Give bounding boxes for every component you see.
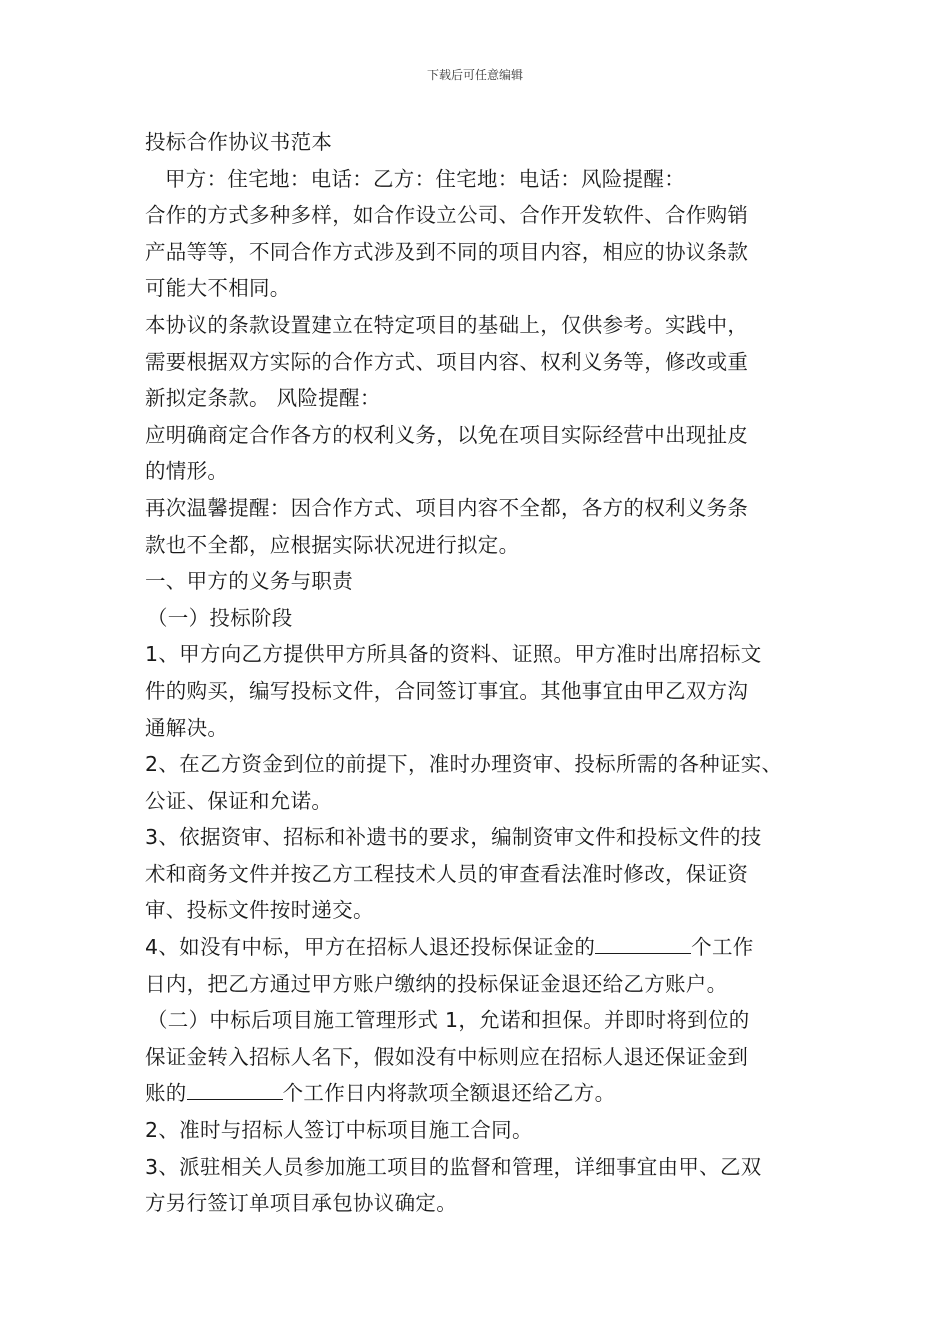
fill-in-blank [595, 935, 691, 954]
paragraph-line: 应明确商定合作各方的权利义务，以免在项目实际经营中出现扯皮 [145, 422, 749, 447]
clause-text: 4、如没有中标，甲方在招标人退还投标保证金的 [145, 935, 596, 960]
page-header: 下载后可任意编辑 [426, 68, 523, 82]
paragraph-line: 产品等等，不同合作方式涉及到不同的项目内容，相应的协议条款 [145, 239, 749, 264]
clause-line: 术和商务文件并按乙方工程技术人员的审查看法准时修改，保证资 [145, 861, 749, 886]
parties-line: 甲方：住宅地：电话：乙方：住宅地：电话：风险提醒： [165, 166, 685, 191]
clause-line: 日内，把乙方通过甲方账户缴纳的投标保证金退还给乙方账户。 [145, 971, 728, 996]
clause-line: 3、派驻相关人员参加施工项目的监督和管理，详细事宜由甲、乙双 [145, 1154, 762, 1179]
clause-line: 公证、保证和允诺。 [145, 788, 333, 813]
paragraph-line: 的情形。 [145, 459, 229, 484]
clause-line: 保证金转入招标人名下，假如没有中标则应在招标人退还保证金到 [145, 1044, 749, 1069]
clause-line: 审、投标文件按时递交。 [145, 898, 374, 923]
clause-line: 件的购买，编写投标文件，合同签订事宜。其他事宜由甲乙双方沟 [145, 678, 749, 703]
section-heading: 一、甲方的义务与职责 [145, 569, 353, 594]
clause-line: 1、甲方向乙方提供甲方所具备的资料、证照。甲方准时出席招标文 [145, 642, 762, 667]
clause-text: 个工作日内将款项全额退还给乙方。 [282, 1081, 616, 1106]
subsection-heading: （一）投标阶段 [147, 605, 293, 630]
paragraph-line: 可能大不相同。 [145, 276, 291, 301]
clause-line: 3、依据资审、招标和补遗书的要求，编制资审文件和投标文件的技 [145, 825, 762, 850]
paragraph-line: 本协议的条款设置建立在特定项目的基础上，仅供参考。实践中， [145, 312, 749, 337]
clause-line: 2、准时与招标人签订中标项目施工合同。 [145, 1118, 533, 1143]
paragraph-line: 款也不全都，应根据实际状况进行拟定。 [145, 532, 520, 557]
paragraph-line: 再次温馨提醒：因合作方式、项目内容不全都，各方的权利义务条 [145, 495, 749, 520]
paragraph-line: 新拟定条款。 风险提醒： [145, 386, 381, 411]
clause-line: 方另行签订单项目承包协议确定。 [145, 1191, 457, 1216]
clause-text: 个工作 [691, 935, 754, 960]
paragraph-line: 需要根据双方实际的合作方式、项目内容、权利义务等，修改或重 [145, 349, 749, 374]
paragraph-line: 合作的方式多种多样，如合作设立公司、合作开发软件、合作购销 [145, 203, 749, 228]
clause-line [145, 1075, 835, 1112]
clause-line: 2、在乙方资金到位的前提下，准时办理资审、投标所需的各种证实、 [145, 752, 783, 777]
subsection-heading: （二）中标后项目施工管理形式 1，允诺和担保。并即时将到位的 [147, 1008, 750, 1033]
clause-line [145, 929, 835, 966]
fill-in-blank [187, 1081, 283, 1100]
document-title: 投标合作协议书范本 [145, 130, 333, 154]
document-body [145, 124, 835, 1222]
clause-text: 账的 [145, 1081, 187, 1106]
clause-line: 通解决。 [145, 715, 229, 740]
